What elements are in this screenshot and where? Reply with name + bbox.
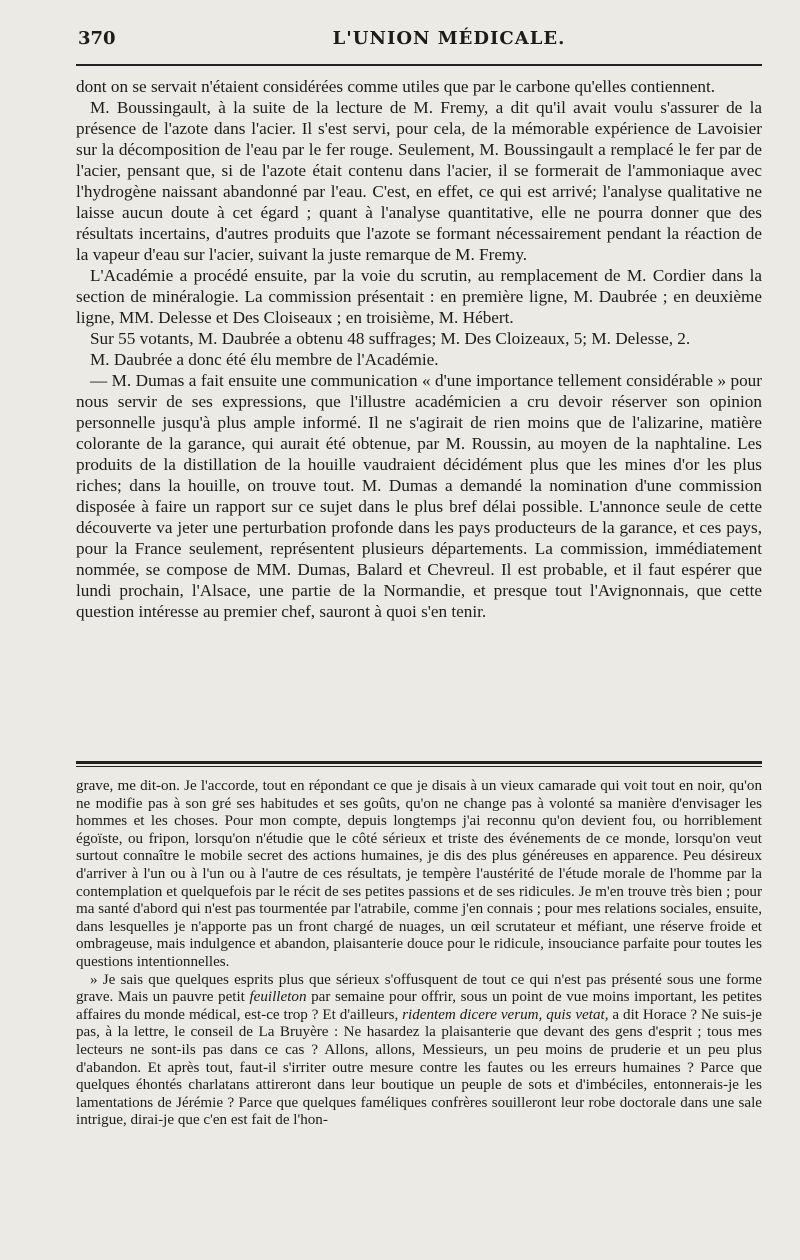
header-rule [76, 64, 762, 66]
paragraph-scrutin: L'Académie a procédé ensuite, par la voie du scrutin, au remplacement de M. Cordier dans la section de minéralogie. La commission présentait : en première ligne, M. Daubrée ; en deuxième ligne, MM. Delesse et Des Cloiseaux ; en troisième, M. Hébert. [76, 266, 762, 327]
paragraph-carbone: dont on se servait n'étaient considérées comme utiles que par le carbone qu'elles contiennent. [76, 77, 716, 96]
paragraph-grave: grave, me dit-on. Je l'accorde, tout en répondant ce que je disais à un vieux camarade qui voit tout en noir, qu'on ne modifie pas à son gré ses habitudes et ses goûts, qu'on ne change pas à volonté sa manière d'envisager les hommes et les choses. Pour mon compte, depuis longtemps j'ai reconnu qu'on devient fou, ou horriblement égoïste, ou fripon, lorsqu'on n'étudie que le côté sérieux et triste des événements de ce monde, lorsqu'on veut surtout connaître le mobile secret des actions humaines, je dis des plus généreuses en apparence. Peu désireux d'arriver à l'un ou à l'un ou à l'autre de ces résultats, je tempère l'austérité de l'étude morale de l'homme par la contemplation et quelquefois par le récit de ses petites passions et de ses ridicules. Je m'en trouve très bien ; pour ma santé d'abord qui n'est pas tourmentée par l'atrabile, comme j'en connais ; pour mes relations sociales, ensuite, dans lesquelles je n'apporte pas un front chargé de nuages, un œil scrutateur et méfiant, une réserve froide et ombrageuse, mais indulgence et abandon, plaisanterie douce pour le ridicule, insouciance parfaite pour toutes les questions intentionnelles. [76, 778, 762, 970]
feuilleton-separator [76, 761, 762, 767]
italic-horace-quote: ridentem dicere verum, quis vetat, [402, 1006, 609, 1023]
paragraph-boussingault: M. Boussingault, à la suite de la lecture de M. Fremy, a dit qu'il avait voulu s'assurer de la présence de l'azote dans l'acier. Il s'est servi, pour cela, de la mémorable expérience de Lavoisier sur la décomposition de l'eau par le fer rouge. Seulement, M. Boussingault a remplacé le fer par de l'acier, pensant que, si de l'azote était contenu dans l'acier, il se formerait de l'ammoniaque avec l'hydrogène naissant abandonné par l'eau. C'est, en effet, ce qui est arrivé; l'analyse qualitative ne laisse aucun doute à cet égard ; quant à l'analyse quantitative, elle ne pourra donner que des résultats incertains, d'autres produits que l'azote se formant nécessairement pendant la réaction de la vapeur d'eau sur l'acier, suivant la juste remarque de M. Fremy. [76, 98, 762, 264]
italic-feuilleton: feuilleton [249, 989, 307, 1006]
paragraph-votants: Sur 55 votants, M. Daubrée a obtenu 48 suffrages; M. Des Cloizeaux, 5; M. Delesse, 2. [90, 329, 691, 348]
paragraph-dumas: — M. Dumas a fait ensuite une communication « d'une importance tellement considérable » pour nous servir de ses expressions, que l'illustre académicien a cru devoir réserver son opinion personnelle jusqu'à plus ample informé. Il ne s'agirait de rien moins que de l'alizarine, matière colorante de la garance, qui aurait été obtenue, par M. Roussin, au moyen de la naphtaline. Les produits de la distillation de la houille vaudraient décidément plus que les mines d'or les plus riches; dans la houille, on trouve tout. M. Dumas a demandé la nomination d'une commission disposée à faire un rapport sur ce sujet dans le plus bref délai possible. L'annonce seule de cette découverte va jeter une perturbation profonde dans les pays producteurs de la garance, et ces pays, pour la France seulement, représentent plusieurs départements. La commission, immédiatement nommée, se compose de MM. Dumas, Balard et Chevreul. Il est probable, et il faut espérer que lundi prochain, l'Alsace, une partie de la Normandie, et presque tout l'Avignonnais, que cette question intéresse au premier chef, sauront à quoi s'en tenir. [76, 371, 762, 621]
page-header [76, 28, 762, 54]
journal-title: L'UNION MÉDICALE. [332, 28, 566, 49]
academy-report-section [76, 76, 762, 622]
page-number: 370 [78, 28, 116, 49]
paragraph-esprits: » Je sais que quelques esprits plus que sérieux s'offusquent de tout ce qui n'est pas présenté sous une forme grave. Mais un pauvre petit feuilleton par semaine pour offrir, sous un point de vue moins important, les petites affaires du monde médical, est-ce trop ? Et d'ailleurs, ridentem dicere verum, quis vetat, a dit Horace ? Ne suis-je pas, à la lettre, le conseil de La Bruyère : Ne hasardez la plaisanterie que devant des gens d'esprit ; tous mes lecteurs ne sont-ils pas dans ce cas ? Allons, allons, Messieurs, un peu moins de pruderie et un peu plus d'abandon. Et après tout, faut-il s'irriter outre mesure contre les fautes ou les erreurs humaines ? Parce que quelques éhontés charlatans attireront dans leur boutique un peuple de sots et d'imbéciles, entonnerais-je les lamentations de Jérémie ? Parce que quelques faméliques confrères souilleront leur robe doctorale dans une sale intrigue, dirai-je que c'en est fait de l'hon- [76, 971, 762, 1129]
feuilleton-section [76, 778, 762, 1130]
paragraph-daubree-elu: M. Daubrée a donc été élu membre de l'Académie. [90, 350, 439, 369]
